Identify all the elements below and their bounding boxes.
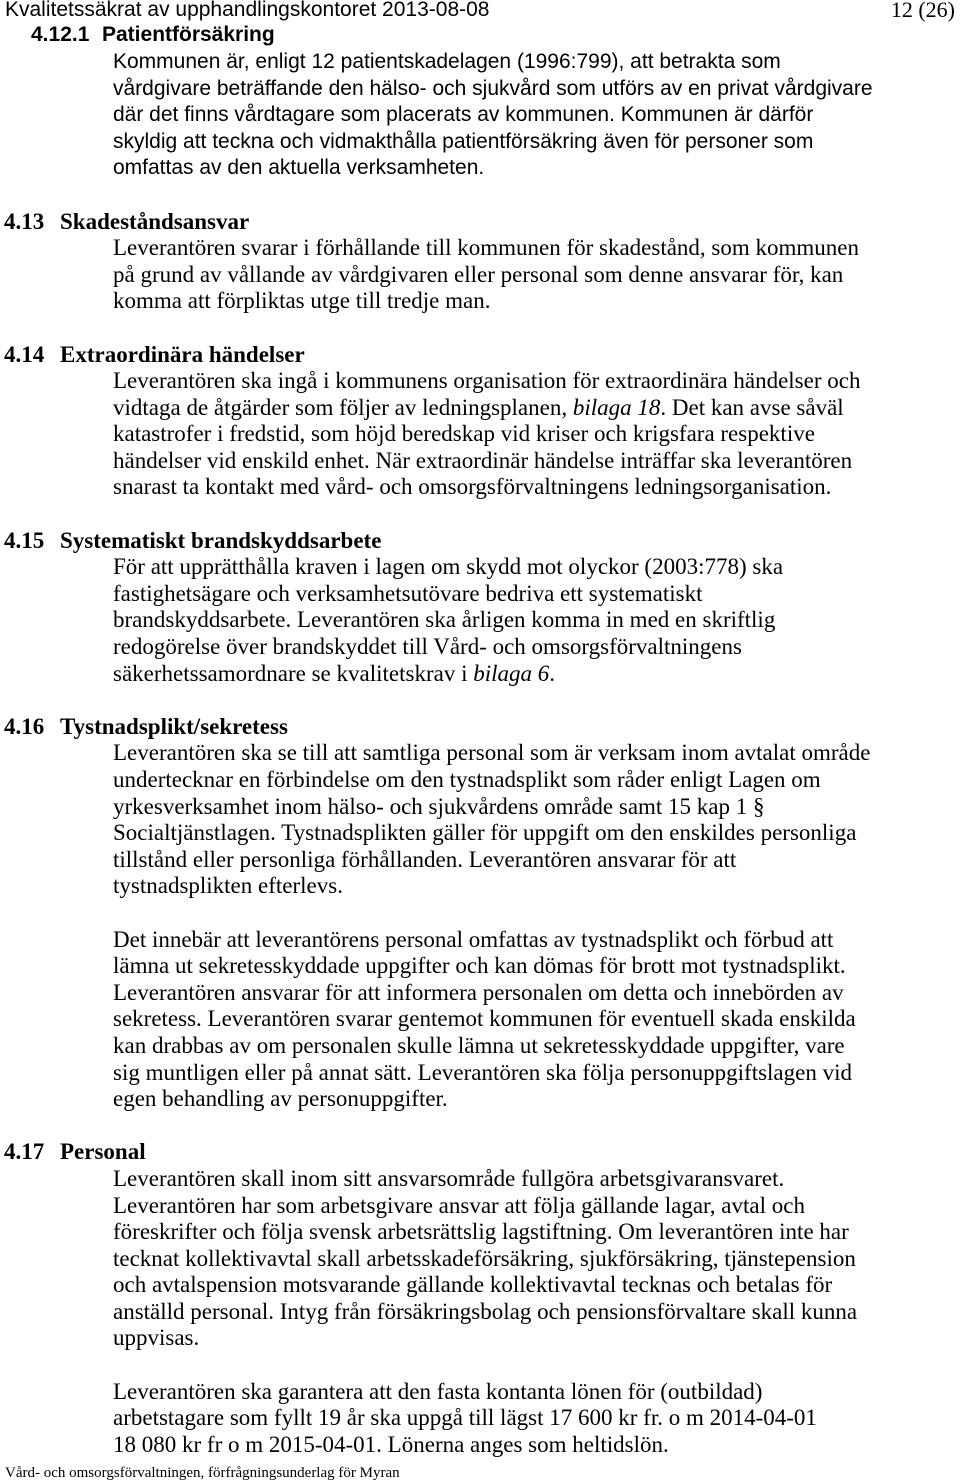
- paragraph: [113, 235, 960, 315]
- section-heading: [0, 528, 960, 555]
- text-line: Kommunen är, enligt 12 patientskadelagen (1996:799), att betrakta som: [113, 49, 781, 73]
- paragraph: [113, 1166, 960, 1352]
- section-title: Skadeståndsansvar: [60, 208, 250, 234]
- attachment-reference: bilaga 18: [572, 394, 661, 420]
- section-extraordinara-handelser: [0, 342, 960, 502]
- text-line: [113, 661, 960, 688]
- paragraph: [113, 554, 960, 687]
- text-line: omfattas av den aktuella verksamheten.: [113, 156, 485, 180]
- text-line: anställd personal. Intyg från försäkringsbolag och pensionsförvaltare skall kunna: [113, 1298, 858, 1324]
- text-line: lämna ut sekretesskyddade uppgifter och kan dömas för brott mot tystnadsplikt.: [113, 953, 846, 979]
- text-line: sig muntligen eller på annat sätt. Leverantören ska följa personuppgiftslagen vid: [113, 1059, 852, 1085]
- paragraph: [113, 740, 960, 900]
- section-heading: [0, 209, 960, 236]
- text-line: skyldig att teckna och vidmakthålla patientförsäkring även för personer som: [113, 129, 814, 153]
- text-line: Leverantören svarar i förhållande till kommunen för skadestånd, som kommunen: [113, 235, 860, 261]
- document-body: [0, 22, 960, 1458]
- section-systematiskt-brandskyddsarbete: [0, 528, 960, 688]
- section-skadestandsansvar: [0, 209, 960, 315]
- page-number: 12 (26): [890, 0, 955, 22]
- section-heading: [0, 1139, 960, 1166]
- section-number: 4.14: [4, 341, 45, 367]
- text-line: uppvisas.: [113, 1325, 200, 1351]
- section-heading: [0, 342, 960, 369]
- text-line: händelser vid enskild enhet. När extraordinär händelse inträffar ska leverantören: [113, 447, 853, 473]
- section-number: 4.16: [4, 713, 45, 739]
- text-line: föreskrifter och följa svensk arbetsrättslig lagstiftning. Om leverantören inte har: [113, 1219, 849, 1245]
- section-number: 4.15: [4, 527, 45, 553]
- section-number: 4.13: [4, 208, 45, 234]
- text-line: komma att förpliktas utge till tredje man.: [113, 288, 491, 314]
- text-line: Leverantören har som arbetsgivare ansvar att följa gällande lagar, avtal och: [113, 1192, 805, 1218]
- text-line: där det finns vårdtagare som placerats av kommunen. Kommunen är därför: [113, 103, 814, 127]
- text-line: vårdgivare beträffande den hälso- och sjukvård som utförs av en privat vårdgivare: [113, 76, 873, 100]
- text-line: redogörelse över brandskyddet till Vård- och omsorgsförvaltningens: [113, 634, 742, 660]
- paragraph: [113, 927, 960, 1113]
- text-line: Leverantören ska ingå i kommunens organisation för extraordinära händelser och: [113, 368, 861, 394]
- page-footer: Vård- och omsorgsförvaltningen, förfrågningsunderlag för Myran: [5, 1465, 400, 1481]
- page-header-title: Kvalitetssäkrat av upphandlingskontoret 2013-08-08: [5, 0, 490, 21]
- text-line: Socialtjänstlagen. Tystnadsplikten gäller för uppgift om den enskildes personliga: [113, 820, 857, 846]
- paragraph: [113, 1379, 960, 1459]
- text-line: fastighetsägare och verksamhetsutövare bedriva ett systematiskt: [113, 580, 703, 606]
- text-line: yrkesverksamhet inom hälso- och sjukvårdens område samt 15 kap 1 §: [113, 793, 765, 819]
- text-line: snarast ta kontakt med vård- och omsorgsförvaltningens ledningsorganisation.: [113, 474, 832, 500]
- section-heading: [0, 714, 960, 741]
- text-line: tystnadsplikten efterlevs.: [113, 873, 343, 899]
- text-segment: . Det kan avse såväl: [660, 394, 844, 420]
- text-line: och avtalspension motsvarande gällande kollektivavtal tecknas och betalas för: [113, 1272, 833, 1298]
- text-line: arbetstagare som fyllt 19 år ska uppgå till lägst 17 600 kr fr. o m 2014-04-01: [113, 1405, 817, 1431]
- text-line: [113, 395, 960, 422]
- section-title: Systematiskt brandskyddsarbete: [60, 527, 382, 553]
- text-line: Leverantören ska se till att samtliga personal som är verksam inom avtalat område: [113, 740, 871, 766]
- section-number: 4.17: [4, 1139, 45, 1165]
- section-title: Tystnadsplikt/sekretess: [60, 713, 288, 739]
- text-line: För att upprätthålla kraven i lagen om skydd mot olyckor (2003:778) ska: [113, 554, 784, 580]
- text-segment: .: [549, 660, 555, 686]
- text-line: tecknat kollektivavtal skall arbetsskadeförsäkring, sjukförsäkring, tjänstepension: [113, 1245, 856, 1271]
- text-line: undertecknar en förbindelse om den tystnadsplikt som råder enligt Lagen om: [113, 767, 821, 793]
- section-title: Patientförsäkring: [102, 23, 275, 47]
- text-line: katastrofer i fredstid, som höjd beredskap vid kriser och krigsfara respektive: [113, 421, 815, 447]
- text-line: egen behandling av personuppgifter.: [113, 1086, 448, 1112]
- section-patientforsakring: [0, 22, 960, 182]
- text-line: brandskyddsarbete. Leverantören ska årligen komma in med en skriftlig: [113, 607, 776, 633]
- section-title: Extraordinära händelser: [60, 341, 305, 367]
- text-line: Leverantören ansvarar för att informera personalen om detta och innebörden av: [113, 979, 844, 1005]
- text-line: sekretess. Leverantören svarar gentemot kommunen för eventuell skada enskilda: [113, 1006, 856, 1032]
- text-line: 18 080 kr fr o m 2015-04-01. Lönerna anges som heltidslön.: [113, 1431, 669, 1457]
- text-line: Leverantören skall inom sitt ansvarsområde fullgöra arbetsgivaransvaret.: [113, 1165, 785, 1191]
- attachment-reference: bilaga 6: [473, 660, 550, 686]
- section-title: Personal: [60, 1139, 146, 1165]
- text-line: tillstånd eller personliga förhållanden. Leverantören ansvarar för att: [113, 846, 737, 872]
- paragraph: [113, 49, 960, 182]
- text-line: Leverantören ska garantera att den fasta kontanta lönen för (outbildad): [113, 1378, 763, 1404]
- text-line: Det innebär att leverantörens personal omfattas av tystnadsplikt och förbud att: [113, 926, 834, 952]
- section-tystnadsplikt-sekretess: [0, 714, 960, 1113]
- text-segment: säkerhetssamordnare se kvalitetskrav i: [113, 660, 474, 686]
- text-line: kan drabbas av om personalen skulle lämna ut sekretesskyddade uppgifter, vare: [113, 1032, 845, 1058]
- section-number: 4.12.1: [31, 23, 90, 47]
- text-segment: vidtaga de åtgärder som följer av ledningsplanen,: [113, 394, 573, 420]
- section-personal: [0, 1139, 960, 1458]
- section-heading: [0, 22, 960, 49]
- text-line: på grund av vållande av vårdgivaren eller personal som denne ansvarar för, kan: [113, 261, 844, 287]
- paragraph: [113, 368, 960, 501]
